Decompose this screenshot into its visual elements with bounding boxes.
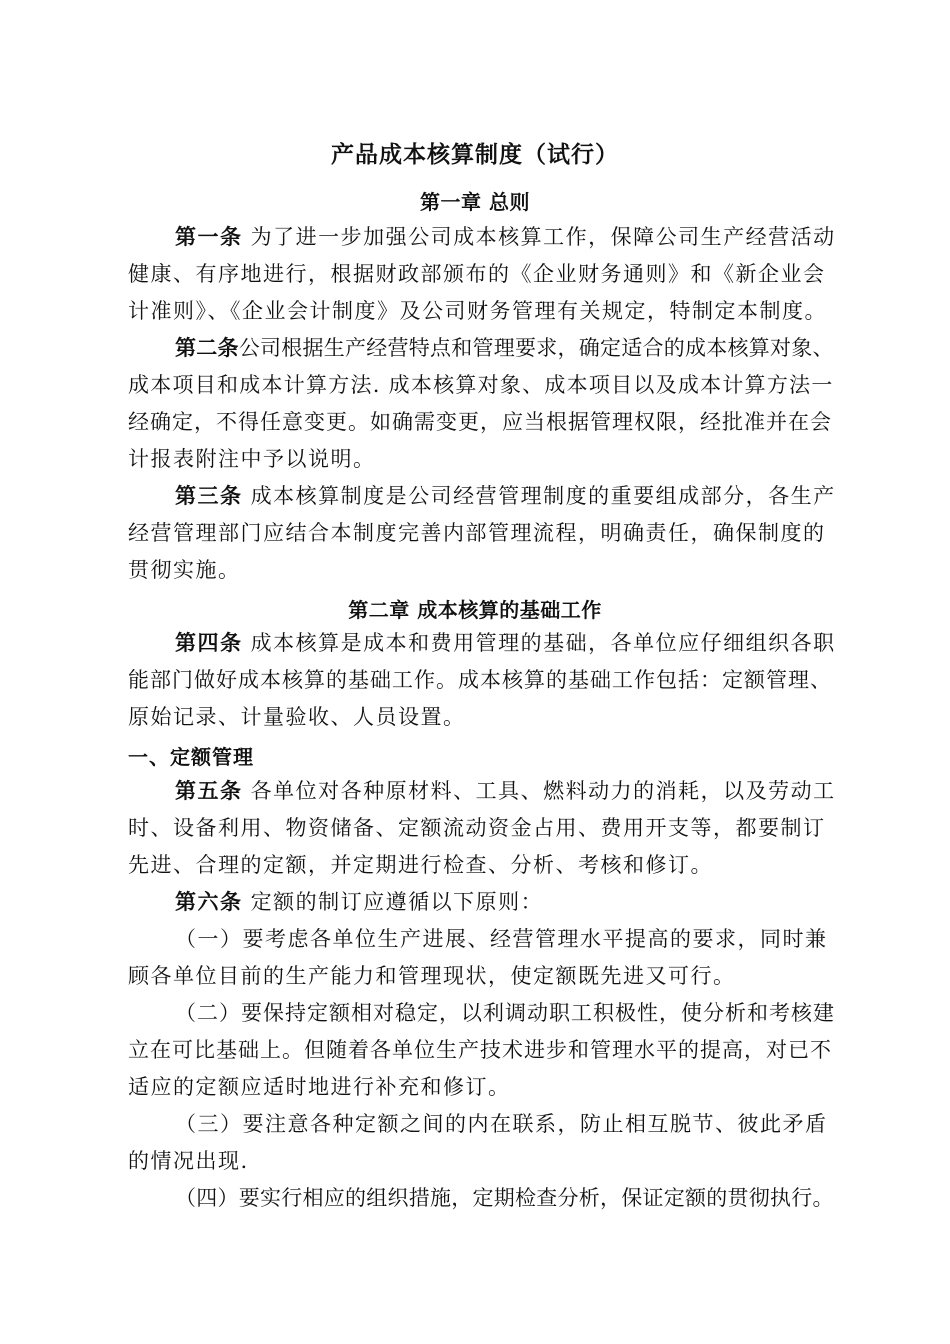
list-item-text: 的情况出现. (128, 1149, 249, 1173)
article-label: 第二条 (175, 335, 239, 360)
article-text: 能部门做好成本核算的基础工作。成本核算的基础工作包括：定额管理、 (128, 668, 832, 692)
article-text: 计准则》、《企业会计制度》及公司财务管理有关规定，特制定本制度。 (128, 299, 827, 323)
list-item-text: 顾各单位目前的生产能力和管理现状，使定额既先进又可行。 (128, 964, 736, 988)
list-item-text: （二）要保持定额相对稳定，以利调动职工积极性，使分析和考核建 (175, 1001, 835, 1025)
list-item-text: （三）要注意各种定额之间的内在联系，防止相互脱节、彼此矛盾 (175, 1112, 828, 1136)
article-text: 经营管理部门应结合本制度完善内部管理流程，明确责任，确保制度的 (128, 521, 826, 545)
list-item-text: 适应的定额应适时地进行补充和修订。 (128, 1075, 511, 1099)
article-text: 成本项目和成本计算方法. 成本核算对象、成本项目以及成本计算方法一 (128, 373, 834, 397)
article-first-line (175, 335, 834, 361)
article-text: 各单位对各种原材料、工具、燃料动力的消耗，以及劳动工 (242, 779, 836, 803)
chapter-heading: 第二章 成本核算的基础工作 (348, 598, 602, 622)
chapter-heading: 第一章 总则 (420, 190, 530, 214)
article-text: 计报表附注中予以说明。 (128, 447, 376, 471)
article-text: 定额的制订应遵循以下原则： (242, 890, 544, 914)
article-text: 时、设备利用、物资储备、定额流动资金占用、费用开支等，都要制订 (128, 816, 826, 840)
article-text: 贯彻实施。 (128, 558, 241, 582)
article-text: 先进、合理的定额，并定期进行检查、分析、考核和修订。 (128, 853, 713, 877)
article-text: 经确定，不得任意变更。如确需变更，应当根据管理权限，经批准并在会 (128, 410, 832, 434)
article-text: 公司根据生产经营特点和管理要求，确定适合的成本核算对象、 (238, 336, 834, 360)
article-first-line (175, 483, 836, 509)
article-first-line (175, 778, 836, 804)
document-title: 产品成本核算制度（试行） (331, 141, 619, 168)
article-label: 第六条 (175, 889, 243, 914)
article-label: 第四条 (175, 630, 243, 655)
article-text: 健康、有序地进行，根据财政部颁布的《企业财务通则》和《新企业会 (128, 262, 826, 286)
article-label: 第五条 (175, 778, 243, 803)
article-label: 第一条 (175, 224, 243, 249)
article-text: 成本核算是成本和费用管理的基础，各单位应仔细组织各职 (242, 631, 836, 655)
list-item-text: （四）要实行相应的组织措施，定期检查分析，保证定额的贯彻执行。 (175, 1186, 834, 1210)
article-text: 原始记录、计量验收、人员设置。 (128, 705, 466, 729)
list-item-text: 立在可比基础上。但随着各单位生产技术进步和管理水平的提高，对已不 (128, 1038, 832, 1062)
article-first-line (175, 889, 543, 915)
section-heading: 一、定额管理 (128, 745, 254, 769)
article-label: 第三条 (175, 483, 243, 508)
article-text: 为了进一步加强公司成本核算工作，保障公司生产经营活动 (242, 225, 836, 249)
article-text: 成本核算制度是公司经营管理制度的重要组成部分，各生产 (242, 484, 836, 508)
article-first-line (175, 224, 836, 250)
list-item-text: （一）要考虑各单位生产进展、经营管理水平提高的要求，同时兼 (175, 927, 828, 951)
article-first-line (175, 630, 836, 656)
